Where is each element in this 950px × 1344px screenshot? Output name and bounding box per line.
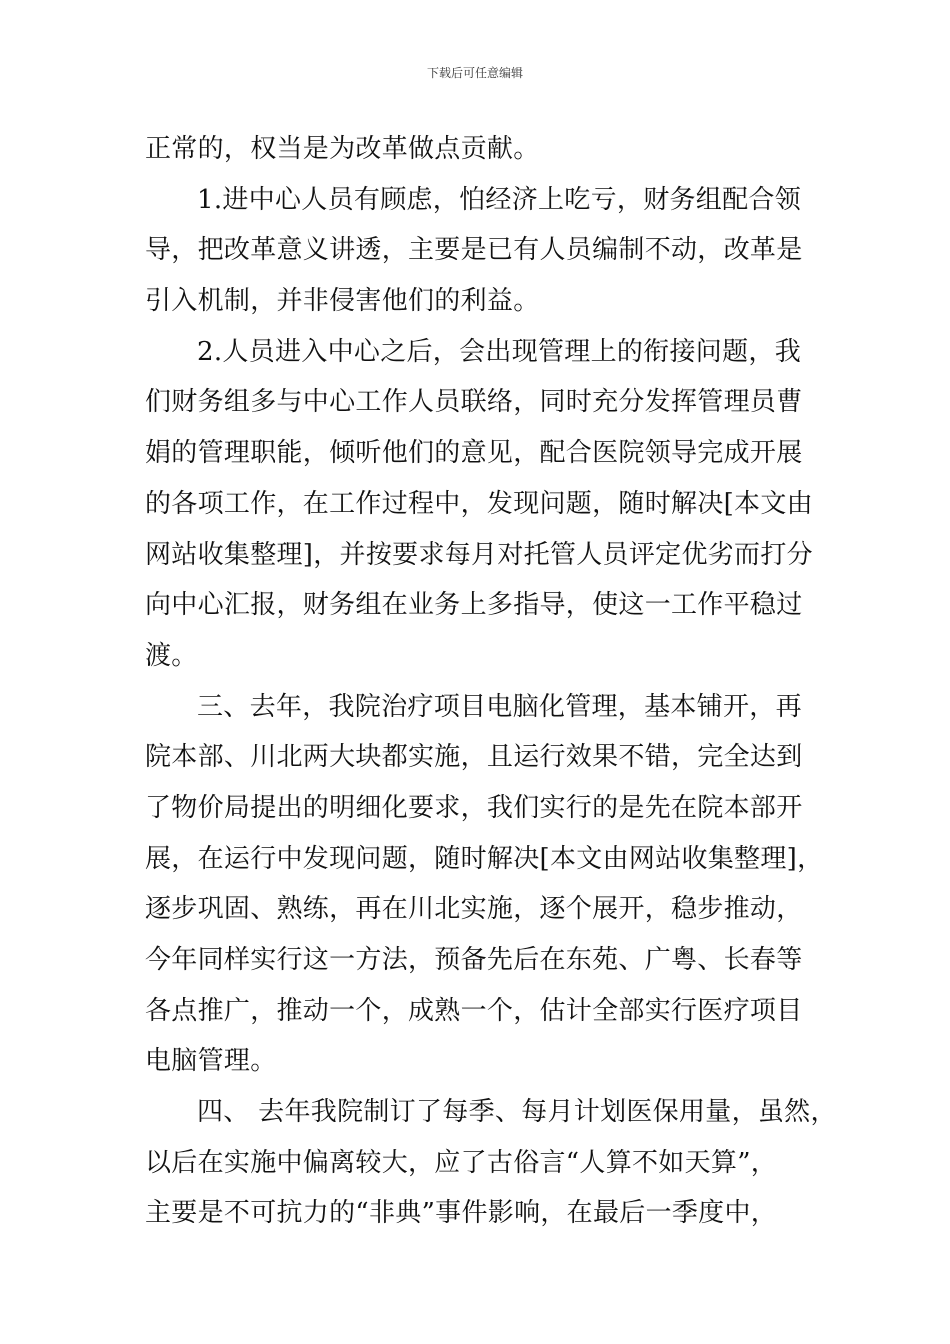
text-line: 正常的，权当是为改革做点贡献。: [145, 134, 540, 164]
text-line: 展，在运行中发现问题，随时解决[本文由网站收集整理]，: [145, 843, 824, 874]
text-line: 的各项工作，在工作过程中，发现问题，随时解决[本文由: [145, 488, 813, 519]
text-line: 了物价局提出的明细化要求，我们实行的是先在院本部开: [145, 792, 803, 823]
paragraph-start-line: 四、 去年我院制订了每季、每月计划医保用量，虽然，: [197, 1097, 837, 1128]
text-line: 网站收集整理]，并按要求每月对托管人员评定优劣而打分: [145, 539, 813, 570]
text-line: 导，把改革意义讲透，主要是已有人员编制不动，改革是: [145, 235, 803, 266]
text-line: 逐步巩固、熟练，再在川北实施，逐个展开，稳步推动，: [145, 894, 803, 925]
page-header-note: 下载后可任意编辑: [426, 66, 523, 80]
document-body: [145, 124, 837, 1239]
paragraph-start-line: 1.进中心人员有顾虑，怕经济上吃亏，财务组配合领: [197, 184, 802, 215]
text-line: 各点推广，推动一个，成熟一个，估计全部实行医疗项目: [145, 995, 803, 1026]
text-line: 渡。: [145, 640, 198, 671]
text-line: 主要是不可抗力的“非典”事件影响，在最后一季度中，: [145, 1198, 778, 1229]
text-line: 以后在实施中偏离较大，应了古俗言“人算不如天算”，: [145, 1147, 778, 1178]
text-line: 娟的管理职能，倾听他们的意见，配合医院领导完成开展: [145, 438, 803, 469]
paragraph-start-line: 三、去年，我院治疗项目电脑化管理，基本铺开，再: [197, 691, 802, 722]
text-line: 引入机制，并非侵害他们的利益。: [145, 286, 540, 317]
text-line: 今年同样实行这一方法，预备先后在东苑、广粤、长春等: [145, 945, 803, 975]
text-line: 电脑管理。: [145, 1046, 277, 1077]
text-line: 向中心汇报，财务组在业务上多指导，使这一工作平稳过: [145, 590, 803, 621]
text-line: 们财务组多与中心工作人员联络，同时充分发挥管理员曹: [145, 387, 803, 418]
text-line: 院本部、川北两大块都实施，且运行效果不错，完全达到: [145, 742, 803, 773]
paragraph-start-line: 2.人员进入中心之后，会出现管理上的衔接问题，我: [197, 336, 802, 367]
